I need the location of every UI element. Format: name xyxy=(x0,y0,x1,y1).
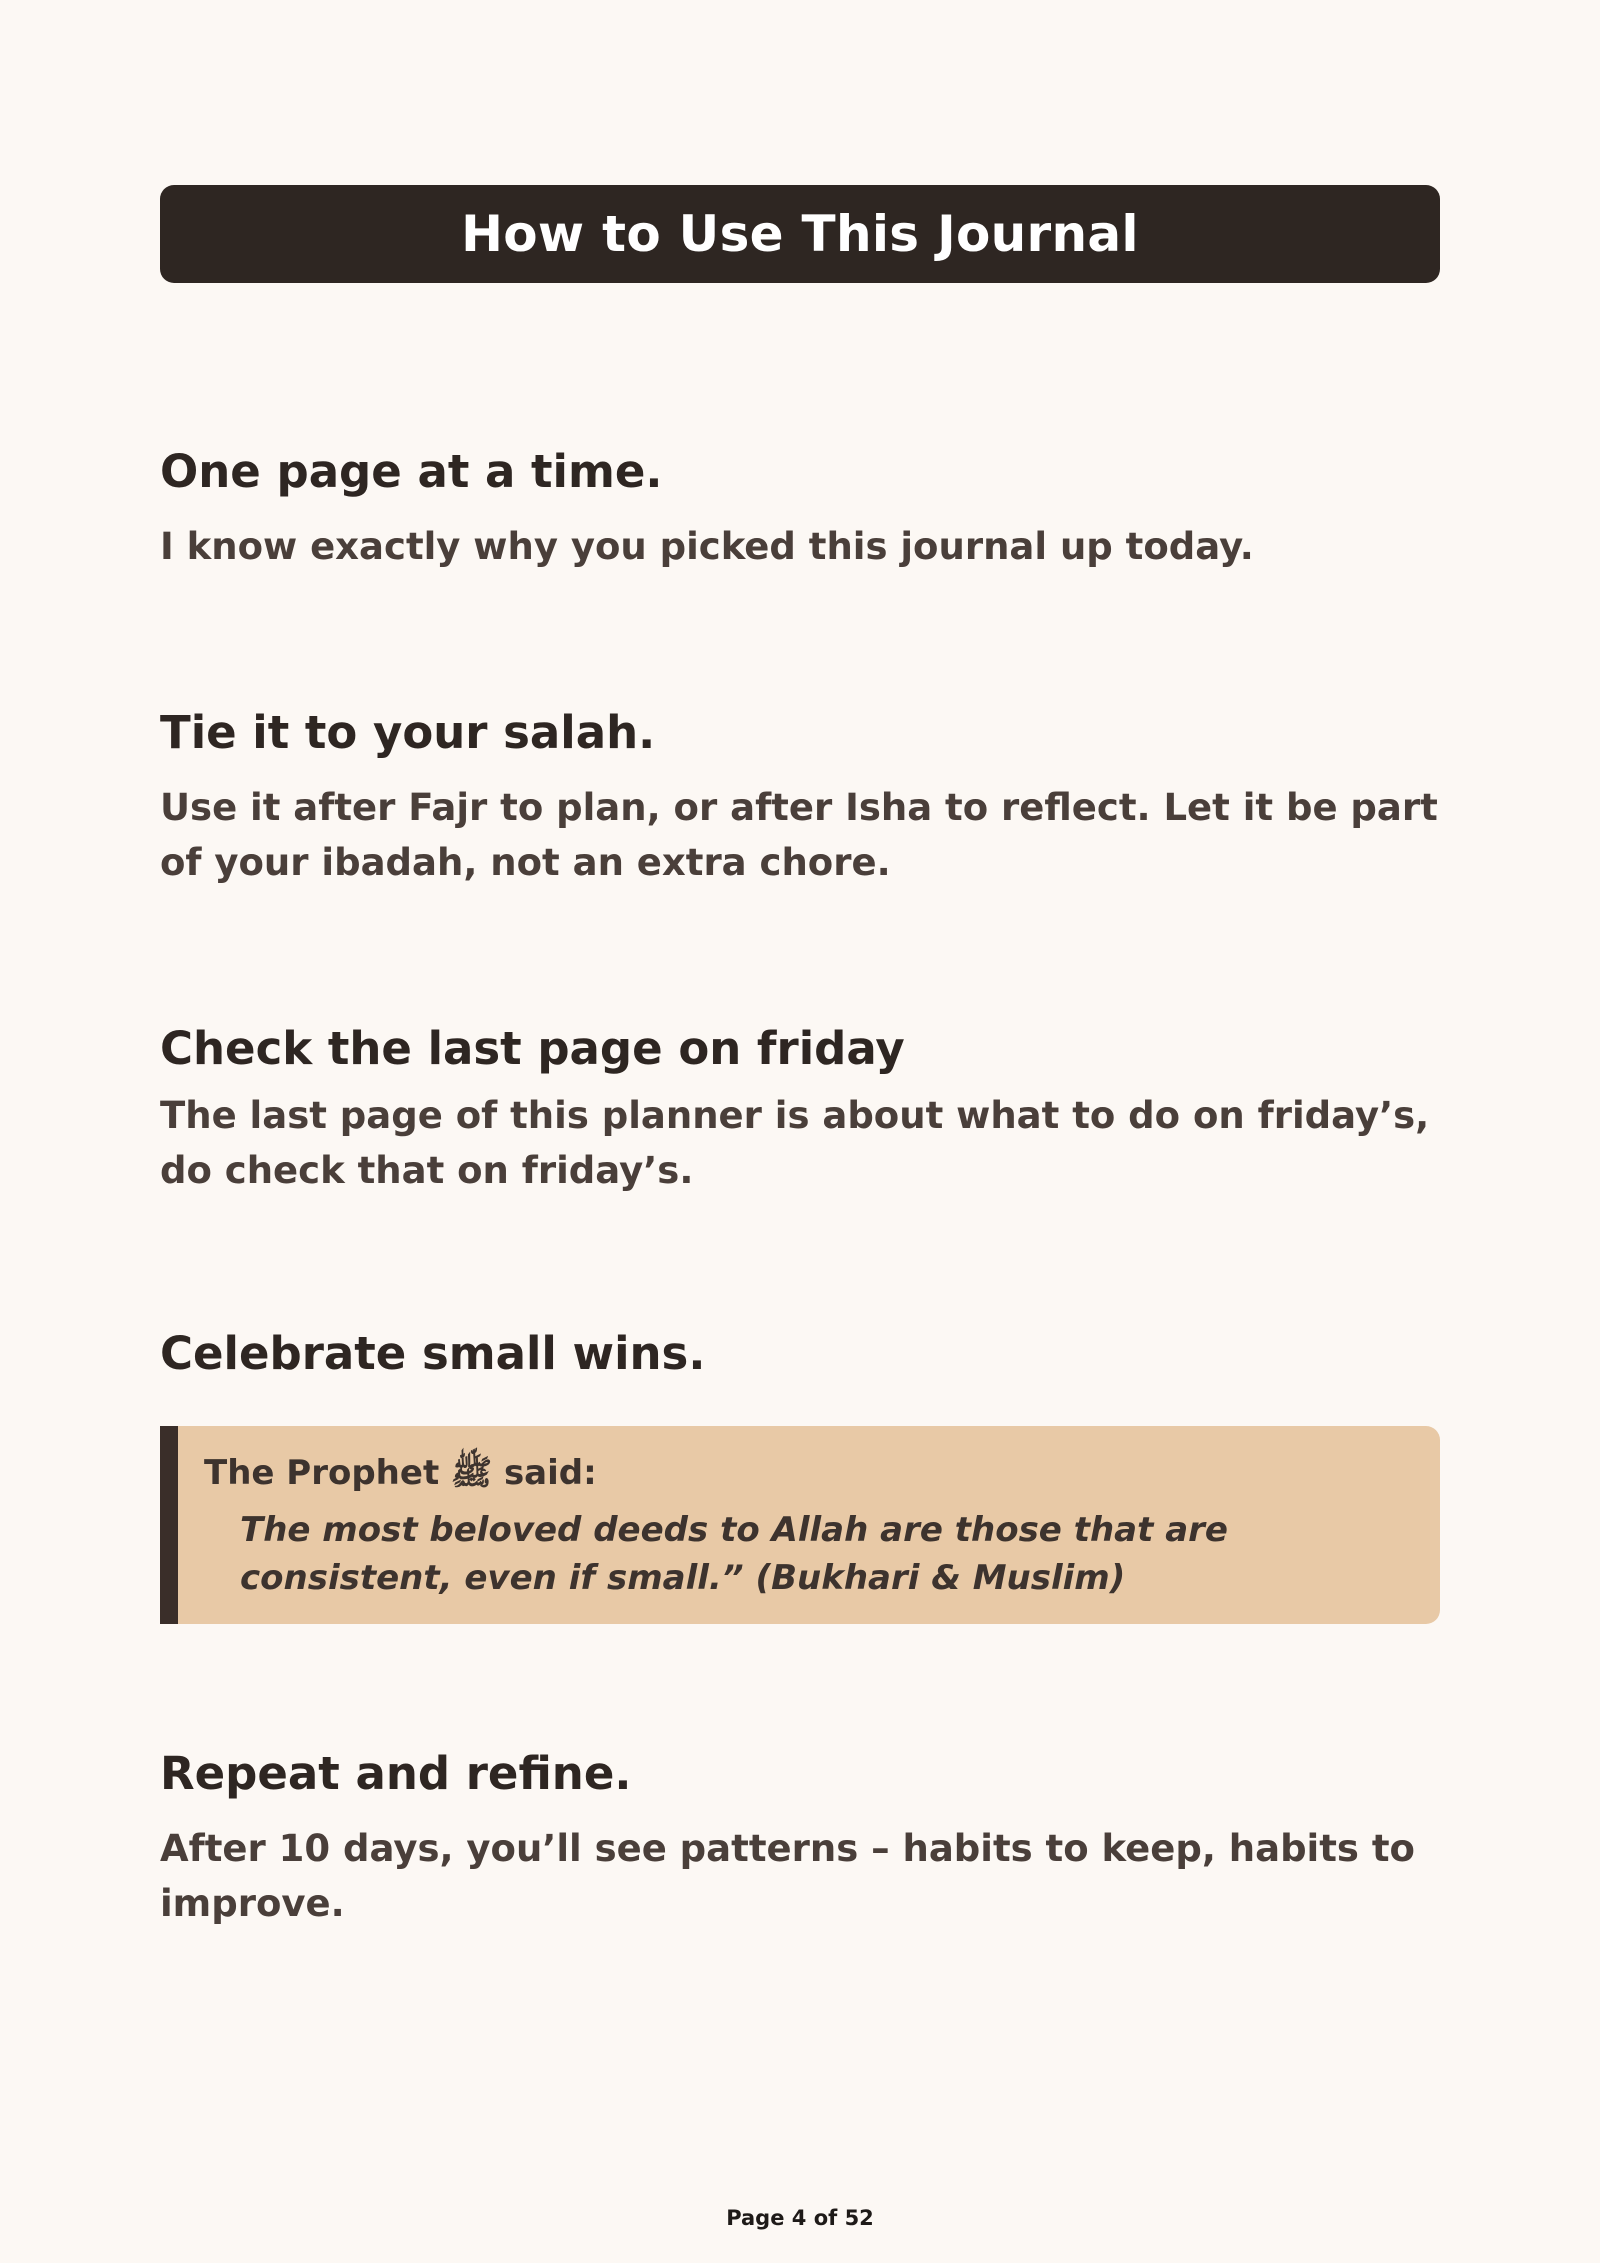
title-banner xyxy=(160,185,1440,283)
section-body: I know exactly why you picked this journal up today. xyxy=(160,525,1254,568)
section-heading: Tie it to your salah. xyxy=(160,706,656,759)
section-heading: One page at a time. xyxy=(160,445,663,498)
hadith-quote-box xyxy=(160,1426,1440,1624)
section-body: After 10 days, you’ll see patterns – habits to keep, habits to improve. xyxy=(160,1827,1415,1925)
section-last-page-friday xyxy=(160,1022,1440,1198)
section-repeat-refine xyxy=(160,1747,1440,1931)
section-heading: Repeat and refine. xyxy=(160,1747,632,1800)
section-tie-salah xyxy=(160,706,1440,890)
section-heading: Check the last page on friday xyxy=(160,1022,905,1075)
quote-text: The most beloved deeds to Allah are those that are consistent, even if small.” (Bukhari & Muslim) xyxy=(240,1510,1228,1598)
page-number: Page 4 of 52 xyxy=(726,2206,874,2230)
quote-attribution: The Prophet ﷺ said: xyxy=(204,1453,597,1493)
section-heading: Celebrate small wins. xyxy=(160,1327,706,1380)
quote-accent-bar xyxy=(160,1426,178,1624)
section-body: Use it after Fajr to plan, or after Isha to reflect. Let it be part of your ibadah, not an extra chore. xyxy=(160,786,1438,884)
section-small-wins xyxy=(160,1327,1440,1381)
page-title: How to Use This Journal xyxy=(461,205,1139,263)
section-one-page xyxy=(160,445,1440,574)
section-body: The last page of this planner is about what to do on friday’s, do check that on friday’s. xyxy=(160,1094,1430,1192)
